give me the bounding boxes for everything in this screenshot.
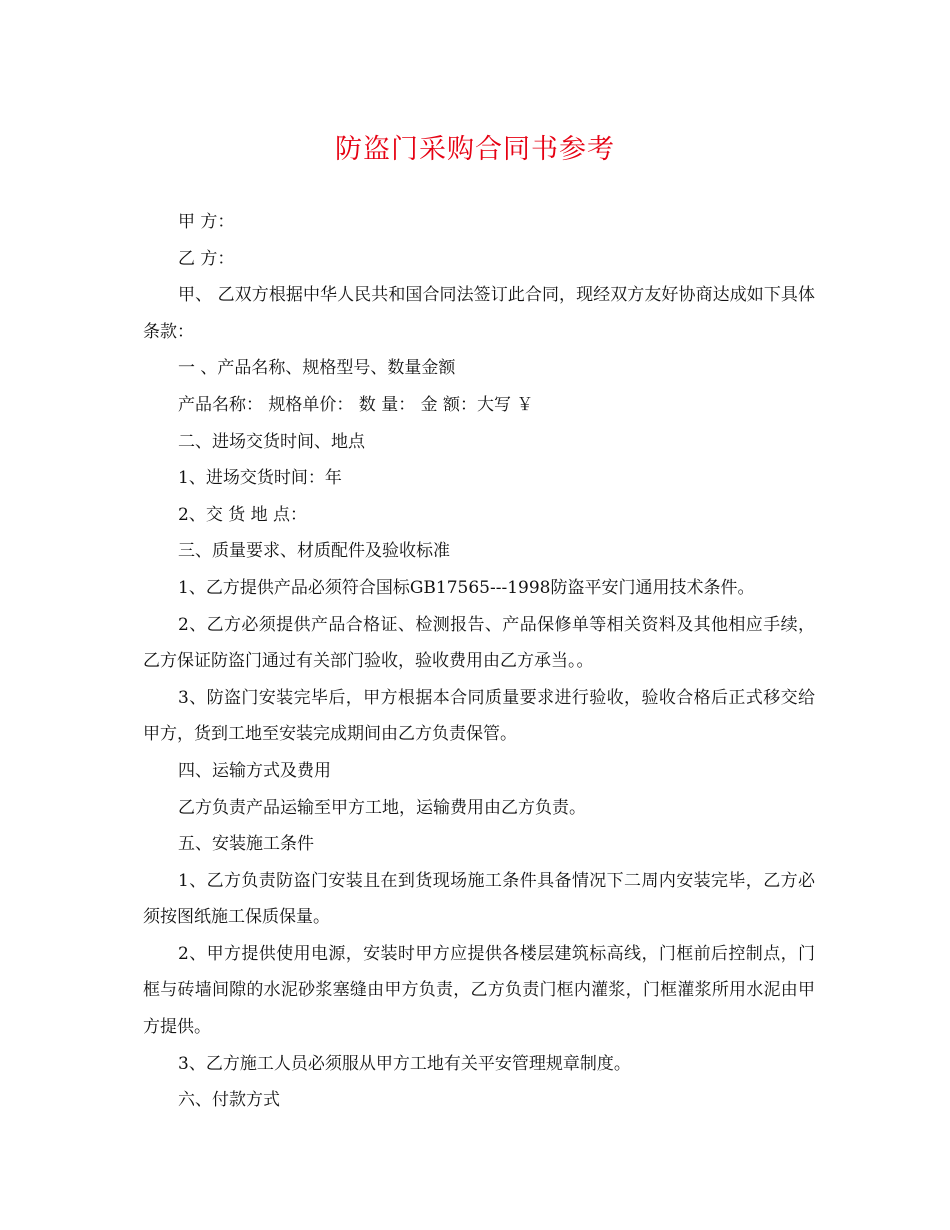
document-body (143, 204, 815, 1119)
quality-clause-3: 3、防盗门安装完毕后，甲方根据本合同质量要求进行验收，验收合格后正式移交给甲方，货到工地至安装完成期间由乙方负责保管。 (143, 687, 815, 745)
section-heading-5: 五、安装施工条件 (178, 834, 314, 855)
installation-clause-3: 3、乙方施工人员必须服从甲方工地有关平安管理规章制度。 (178, 1053, 631, 1074)
quality-clause-1: 1、乙方提供产品必须符合国标GB17565---1998防盗平安门通用技术条件。 (178, 577, 755, 598)
intro-paragraph: 甲、 乙双方根据中华人民共和国合同法签订此合同，现经双方友好协商达成如下具体条款： (143, 285, 815, 342)
section-heading-1: 一 、产品名称、规格型号、数量金额 (178, 358, 456, 379)
section-heading-6: 六、付款方式 (178, 1090, 280, 1111)
quality-clause-2: 2、乙方必须提供产品合格证、检测报告、产品保修单等相关资料及其他相应手续，乙方保证防盗门通过有关部门验收，验收费用由乙方承当。。 (143, 614, 815, 672)
installation-clause-2: 2、甲方提供使用电源，安装时甲方应提供各楼层建筑标高线，门框前后控制点，门框与砖墙间隙的水泥砂浆塞缝由甲方负责，乙方负责门框内灌浆，门框灌浆所用水泥由甲方提供。 (143, 943, 815, 1038)
section-heading-4: 四、运输方式及费用 (178, 760, 331, 781)
product-fields-line: 产品名称： 规格单价： 数 量： 金 额：大写 ￥ (178, 394, 534, 415)
section-heading-3: 三、质量要求、材质配件及验收标准 (178, 541, 450, 562)
delivery-location-line: 2、交 货 地 点： (178, 504, 308, 525)
party-a-line: 甲 方： (178, 212, 235, 232)
delivery-time-line: 1、进场交货时间：年 (178, 468, 342, 489)
party-b-line: 乙 方： (178, 248, 235, 269)
installation-clause-1: 1、乙方负责防盗门安装且在到货现场施工条件具备情况下二周内安装完毕，乙方必须按图纸施工保质保量。 (143, 870, 815, 928)
section-heading-2: 二、进场交货时间、地点 (178, 431, 365, 452)
transport-clause: 乙方负责产品运输至甲方工地，运输费用由乙方负责。 (178, 797, 586, 818)
document-title: 防盗门采购合同书参考 (335, 134, 615, 165)
